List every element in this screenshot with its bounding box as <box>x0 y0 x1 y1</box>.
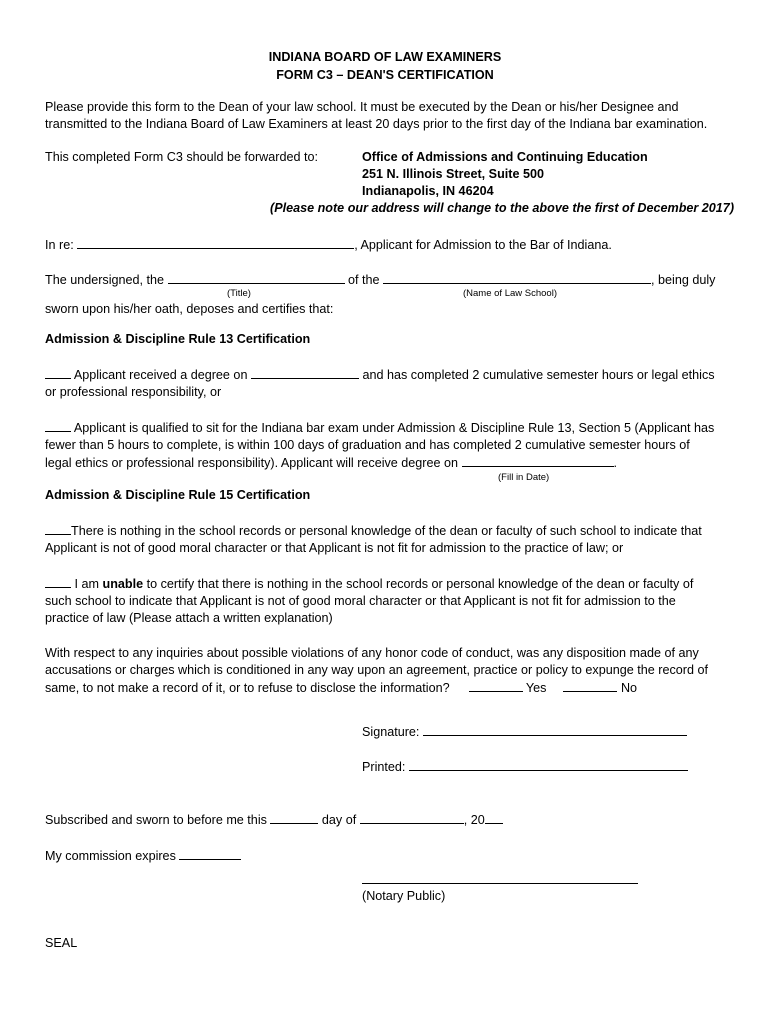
signature-label: Signature: <box>362 725 420 739</box>
fill-in-date-field[interactable] <box>462 454 614 467</box>
title-caption: (Title) <box>227 288 251 299</box>
rule13-option-2-text-a: Applicant is qualified to sit for the Indiana bar exam under Admission & Discipline Rule 13, Section 5 (Applicant has <box>73 421 715 435</box>
notary-signature-field[interactable] <box>362 871 638 884</box>
rule15-option-1-text-a: There is nothing in the school records or personal knowledge of the dean or faculty of such school to indicate that <box>71 524 702 538</box>
rule13-option-2-period: . <box>613 456 618 470</box>
rule13-option-1-text-a: Applicant received a degree on <box>73 368 248 382</box>
applicant-name-field[interactable] <box>77 236 354 249</box>
form-title: FORM C3 – DEAN'S CERTIFICATION <box>276 68 494 82</box>
rule13-option-1 <box>45 366 725 401</box>
degree-date-field[interactable] <box>251 366 359 379</box>
intro-line-2: transmitted to the Indiana Board of Law Examiners at least 20 days prior to the first day of the Indiana bar examination. <box>45 117 708 131</box>
rule15-option-1-text-b: Applicant is not of good moral character or that Applicant is not fit for admission to the practice of law; or <box>45 541 624 555</box>
in-re-suffix: , Applicant for Admission to the Bar of Indiana. <box>354 238 612 252</box>
subscribed-year-field[interactable] <box>485 811 503 824</box>
rule15-option-2-text-a3: to certify that there is nothing in the school records or personal knowledge of the dean or faculty of <box>146 577 694 591</box>
honor-no-label: No <box>620 681 638 695</box>
sworn-line: sworn upon his/her oath, deposes and certifies that: <box>45 302 334 316</box>
undersigned-prefix: The undersigned, the <box>45 273 165 287</box>
subscribed-line <box>45 811 725 829</box>
notary-block <box>45 865 725 925</box>
rule15-heading: Admission & Discipline Rule 15 Certification <box>45 488 311 502</box>
subscribed-text-a: Subscribed and sworn to before me this <box>45 813 267 827</box>
honor-line-3: same, to not make a record of it, or to refuse to disclose the information? <box>45 681 450 695</box>
rule13-option-1-text-b: and has completed 2 cumulative semester hours or legal ethics <box>362 368 715 382</box>
honor-yes-field[interactable] <box>469 679 523 692</box>
rule15-option-1-check-field[interactable] <box>45 522 71 535</box>
in-re-line <box>45 236 725 254</box>
undersigned-block <box>45 271 725 321</box>
subscribed-text-b: day of <box>321 813 357 827</box>
commission-line <box>45 847 725 865</box>
rule15-option-1 <box>45 522 725 557</box>
signature-block <box>45 715 725 795</box>
fill-in-date-caption: (Fill in Date) <box>498 472 550 483</box>
notary-caption: (Notary Public) <box>362 889 446 903</box>
law-school-field[interactable] <box>383 271 651 284</box>
printed-line <box>362 758 688 776</box>
rule15-option-2-text-c: practice of law (Please attach a written explanation) <box>45 611 333 625</box>
printed-label: Printed: <box>362 760 406 774</box>
commission-label: My commission expires <box>45 849 176 863</box>
rule13-option-2-text-b: fewer than 5 hours to complete, is within 100 days of graduation and has completed 2 cumulative semester hours of <box>45 438 690 452</box>
intro-line-1: Please provide this form to the Dean of your law school. It must be executed by the Dean or his/her Designee and <box>45 100 679 114</box>
office-name: Office of Admissions and Continuing Education <box>362 150 648 164</box>
rule13-option-2 <box>45 419 725 484</box>
signature-field[interactable] <box>423 723 687 736</box>
board-title: INDIANA BOARD OF LAW EXAMINERS <box>268 50 502 64</box>
rule15-option-2-text-b: such school to indicate that Applicant is not of good moral character or that Applicant is not fit for admission to the <box>45 594 676 608</box>
honor-no-field[interactable] <box>563 679 617 692</box>
rule13-heading: Admission & Discipline Rule 13 Certification <box>45 332 311 346</box>
forward-label: This completed Form C3 should be forwarded to: <box>45 150 318 164</box>
honor-code-question <box>45 645 725 697</box>
honor-line-1: With respect to any inquiries about possible violations of any honor code of conduct, was any disposition made of any <box>45 646 699 660</box>
honor-yes-label: Yes <box>525 681 547 695</box>
rule15-option-2 <box>45 575 725 627</box>
form-page <box>45 48 735 952</box>
honor-line-2: accusations or charges which is conditioned in any way upon an agreement, practice or policy to expunge the record of <box>45 663 708 677</box>
office-street: 251 N. Illinois Street, Suite 500 <box>362 167 544 181</box>
rule15-option-2-check-field[interactable] <box>45 575 71 588</box>
form-header <box>45 48 725 84</box>
in-re-label: In re: <box>45 238 74 252</box>
subscribed-text-c: , 20 <box>463 813 485 827</box>
commission-expiry-field[interactable] <box>179 847 241 860</box>
rule13-option-1-check-field[interactable] <box>45 366 71 379</box>
undersigned-line <box>45 271 715 289</box>
forward-address-block <box>45 149 735 219</box>
printed-name-field[interactable] <box>409 758 688 771</box>
signature-line <box>362 723 687 741</box>
undersigned-suffix: , being duly <box>651 273 716 287</box>
rule15-unable-word: unable <box>102 577 144 591</box>
rule15-option-2-text-a1: I am <box>74 577 99 591</box>
rule13-option-2-check-field[interactable] <box>45 419 71 432</box>
school-caption: (Name of Law School) <box>463 288 557 299</box>
intro-paragraph <box>45 99 725 133</box>
subscribed-month-field[interactable] <box>360 811 464 824</box>
subscribed-day-field[interactable] <box>270 811 318 824</box>
address-change-note: (Please note our address will change to the above the first of December 2017) <box>270 201 735 215</box>
dean-title-field[interactable] <box>168 271 345 284</box>
rule13-option-1-text-c: or professional responsibility, or <box>45 385 222 399</box>
seal-label: SEAL <box>45 936 78 950</box>
office-city: Indianapolis, IN 46204 <box>362 184 494 198</box>
undersigned-mid: of the <box>348 273 380 287</box>
rule13-option-2-text-c: legal ethics or professional responsibility). Applicant will receive degree on <box>45 456 459 470</box>
